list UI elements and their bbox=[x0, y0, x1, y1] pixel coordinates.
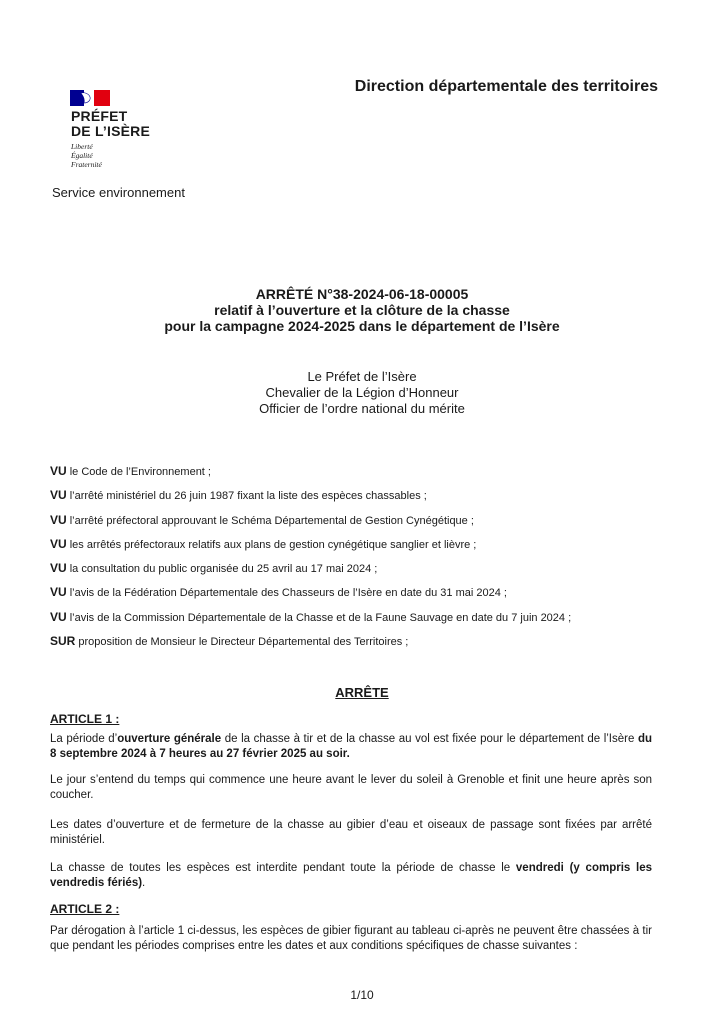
consideration-key: VU bbox=[50, 585, 67, 600]
text-run: La période d’ bbox=[50, 733, 118, 745]
consideration-item bbox=[50, 464, 690, 488]
text-run-bold: du 8 septembre 2024 à 7 heures au 27 février 2025 au soir. bbox=[50, 733, 652, 760]
article-1-heading bbox=[50, 712, 119, 726]
article-2-colon: : bbox=[112, 902, 120, 916]
authority-line: Chevalier de la Légion d’Honneur bbox=[265, 385, 459, 400]
department-name: Direction départementale des territoires bbox=[354, 78, 658, 95]
consideration-key: VU bbox=[50, 464, 67, 478]
text-run: La chasse de toutes les espèces est interdite pendant toute la période de chasse le bbox=[50, 862, 516, 874]
consideration-item bbox=[50, 537, 690, 561]
logo-motto-liberte: Liberté bbox=[71, 142, 93, 151]
consideration-item bbox=[50, 585, 690, 609]
logo-motto-egalite: Égalité bbox=[71, 151, 93, 160]
arrete-heading-text: ARRÊTE bbox=[335, 685, 389, 700]
arrete-heading bbox=[0, 684, 724, 702]
consideration-text: le Code de l’Environnement ; bbox=[66, 466, 211, 478]
logo-prefet: PRÉFET bbox=[71, 108, 128, 124]
service-name: Service environnement bbox=[52, 185, 185, 200]
text-run: de la chasse à tir et de la chasse au vol est fixée pour le département de l’Isère bbox=[221, 733, 638, 745]
consideration-key: VU bbox=[50, 561, 67, 576]
consideration-item bbox=[50, 634, 690, 658]
consideration-text: la consultation du public organisée du 25 avril au 17 mai 2024 ; bbox=[66, 563, 378, 576]
article-2-heading bbox=[50, 902, 119, 916]
consideration-key: VU bbox=[50, 488, 67, 503]
consideration-item bbox=[50, 488, 690, 512]
authority-block bbox=[60, 369, 664, 417]
consideration-text: proposition de Monsieur le Directeur Départemental des Territoires ; bbox=[75, 636, 409, 649]
decree-subject: relatif à l’ouverture et la clôture de la chasse bbox=[214, 302, 510, 318]
consideration-key: VU bbox=[50, 609, 67, 624]
consideration-text: les arrêtés préfectoraux relatifs aux plans de gestion cynégétique sanglier et lièvre ; bbox=[66, 538, 477, 551]
decree-number: ARRÊTÉ N°38-2024-06-18-00005 bbox=[255, 286, 469, 302]
decree-title bbox=[60, 286, 664, 334]
consideration-item bbox=[50, 513, 690, 537]
article-1-paragraph-2: Le jour s’entend du temps qui commence une heure avant le lever du soleil à Grenoble et finit une heure après son coucher. bbox=[50, 774, 652, 801]
decree-scope: pour la campagne 2024-2025 dans le département de l’Isère bbox=[164, 318, 560, 334]
consideration-text: l’arrêté ministériel du 26 juin 1987 fixant la liste des espèces chassables ; bbox=[66, 490, 427, 503]
text-run-bold: vendredi (y compris les vendredis fériés) bbox=[50, 862, 653, 889]
consideration-text: l’avis de la Fédération Départementale des Chasseurs de l’Isère en date du 31 mai 2024 ; bbox=[66, 587, 507, 600]
consideration-item bbox=[50, 610, 690, 634]
logo-isere: DE L’ISÈRE bbox=[71, 123, 151, 139]
article-2-paragraph-1: Par dérogation à l’article 1 ci-dessus, les espèces de gibier figurant au tableau ci-après ne peuvent être chassées à tir que pendant les périodes comprises entre les dates et aux conditions spécifiques de chasse suivantes : bbox=[50, 925, 652, 952]
article-1-colon: : bbox=[112, 712, 120, 726]
text-run: . bbox=[142, 877, 146, 889]
marianne-flag-icon bbox=[70, 90, 110, 106]
logo-motto-fraternite: Fraternité bbox=[71, 160, 102, 169]
consideration-text: l’arrêté préfectoral approuvant le Schéma Départemental de Gestion Cynégétique ; bbox=[66, 514, 474, 527]
text-run-bold: ouverture générale bbox=[117, 733, 222, 745]
consideration-key: SUR bbox=[50, 634, 76, 649]
page-number: 1/10 bbox=[350, 988, 374, 1002]
article-1-paragraph-1 bbox=[50, 732, 652, 762]
authority-line: Le Préfet de l’Isère bbox=[307, 369, 417, 384]
article-1-paragraph-4 bbox=[50, 861, 652, 891]
article-1-paragraph-3: Les dates d’ouverture et de fermeture de la chasse au gibier d’eau et oiseaux de passage sont fixées par arrêté ministériel. bbox=[50, 819, 652, 846]
article-2-title: ARTICLE 2 bbox=[50, 902, 113, 916]
article-1-title: ARTICLE 1 bbox=[50, 712, 113, 726]
consideration-key: VU bbox=[50, 512, 67, 527]
consideration-key: VU bbox=[50, 536, 67, 551]
authority-line: Officier de l’ordre national du mérite bbox=[259, 401, 465, 416]
consideration-text: l’avis de la Commission Départementale de la Chasse et de la Faune Sauvage en date du 7 juin 2024 ; bbox=[66, 611, 572, 624]
considerations-list bbox=[50, 464, 690, 658]
consideration-item bbox=[50, 561, 690, 585]
